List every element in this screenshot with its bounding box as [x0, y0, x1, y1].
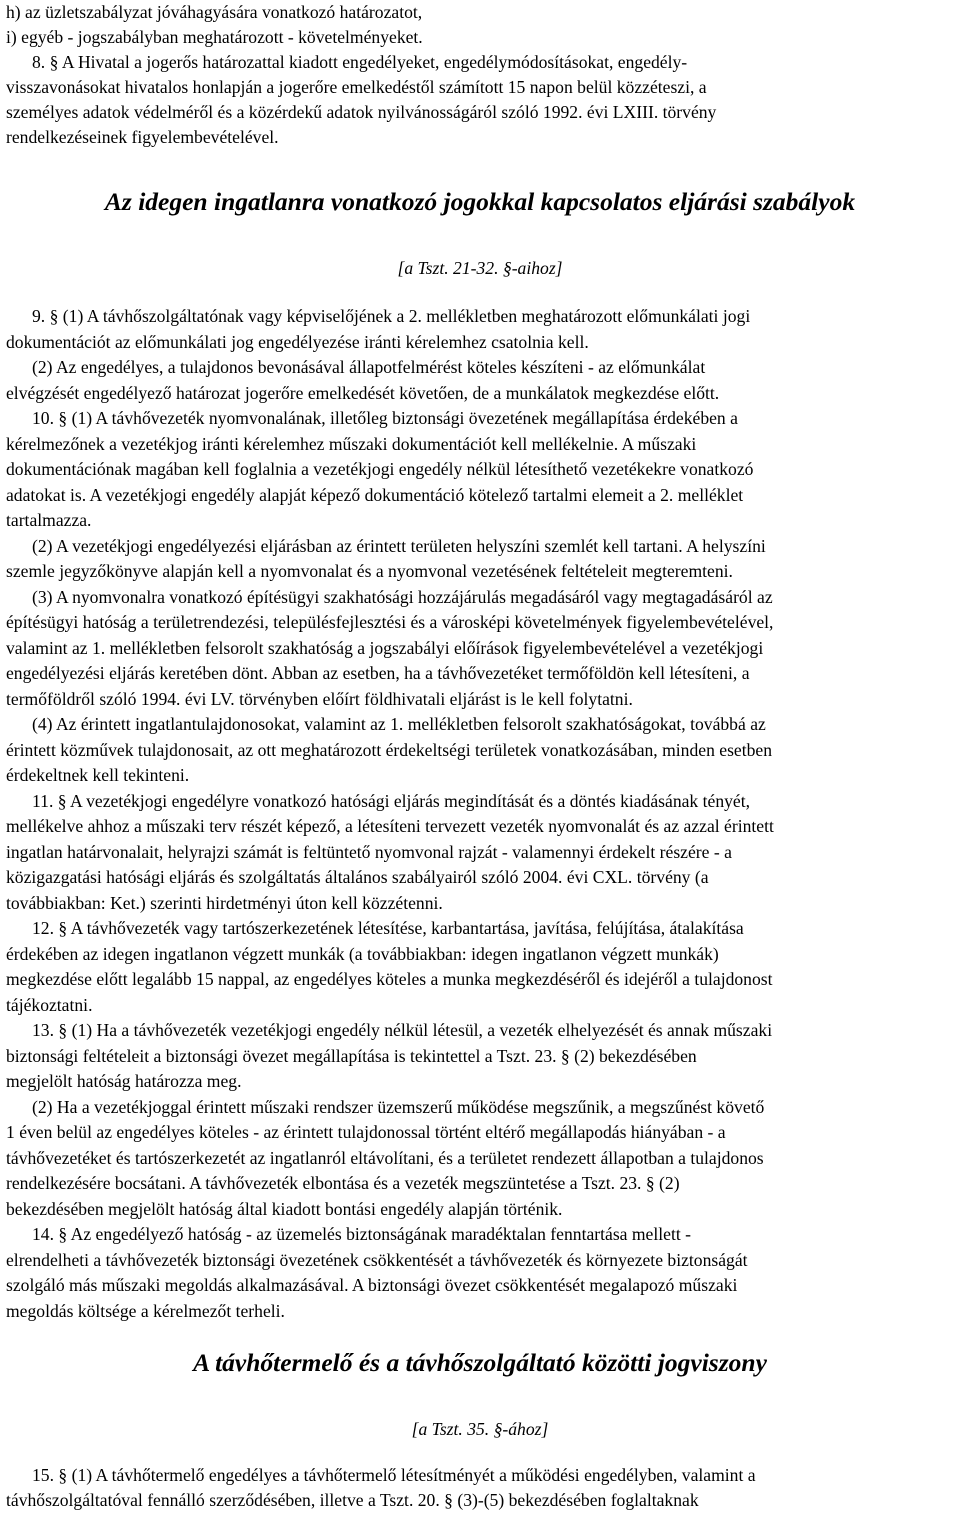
text-line: 13. § (1) Ha a távhővezeték vezetékjogi engedély nélkül létesül, a vezeték elhelyezését és annak műszaki — [32, 1020, 773, 1040]
text-line: rendelkezésére bocsátani. A távhővezeték elbontása és a vezeték megszüntetése a Tszt. 23. § (2) — [6, 1173, 680, 1193]
text-line: 14. § Az engedélyező hatóság - az üzemelés biztonságának maradéktalan fenntartása mellett - — [32, 1224, 691, 1244]
section-heading: Az idegen ingatlanra vonatkozó jogokkal kapcsolatos eljárási szabályok — [104, 187, 856, 216]
text-line: érdekeltnek kell tekinteni. — [6, 765, 190, 785]
text-line: h) az üzletszabályzat jóváhagyására vonatkozó határozatot, — [6, 2, 423, 22]
text-line: 12. § A távhővezeték vagy tartószerkezetének létesítése, karbantartása, javítása, felújítása, átalakítása — [32, 918, 744, 938]
section-reference: [a Tszt. 21-32. §-aihoz] — [397, 258, 563, 278]
text-line: biztonsági feltételeit a biztonsági övezet megállapítása is tekintettel a Tszt. 23. § (2) bekezdésében — [6, 1045, 697, 1066]
text-line: elvégzését engedélyező határozat jogerőre emelkedését követően, de a munkálatok megkezdése előtt. — [6, 382, 720, 403]
text-line: dokumentációnak magában kell foglalnia a vezetékjogi engedély nélkül létesíthető vezetékekre vonatkozó — [6, 459, 754, 479]
text-line: 10. § (1) A távhővezeték nyomvonalának, illetőleg biztonsági övezetének megállapítása érdekében a — [32, 408, 738, 428]
text-line: 15. § (1) A távhőtermelő engedélyes a távhőtermelő létesítményét a működési engedélyben, valamint a — [32, 1465, 756, 1485]
text-line: dokumentációt az előmunkálati jog engedélyezése iránti kérelemhez csatolnia kell. — [6, 331, 589, 352]
text-line: érdekében az idegen ingatlanon végzett munkák (a továbbiakban: idegen ingatlanon végzett munkák) — [6, 943, 719, 964]
text-line: megoldás költsége a kérelmezőt terheli. — [6, 1300, 285, 1321]
text-line: ingatlan határvonalait, helyrajzi számát is feltüntető nyomvonal rajzát - valamennyi érdekelt részére - a — [6, 841, 732, 862]
text-line: tájékoztatni. — [6, 994, 93, 1015]
text-line: valamint az 1. mellékletben felsorolt szakhatóság a jogszabályi előírások figyelembevételével a vezetékjogi — [6, 637, 764, 658]
text-line: tartalmazza. — [6, 510, 92, 530]
text-line: (2) A vezetékjogi engedélyezési eljárásban az érintett területen helyszíni szemlét kell tartani. A helyszíni — [32, 535, 766, 556]
text-line: termőföldről szóló 1994. évi LV. törvényben előírt földhivatali eljárást is le kell folytatni. — [6, 688, 633, 709]
text-line: közigazgatási hatósági eljárás és szolgáltatás általános szabályairól szóló 2004. évi CXL. törvény (a — [6, 867, 709, 887]
text-line: engedélyezési eljárás keretében dönt. Abban az esetben, ha a távhővezetéket termőföldön kell létesíteni, a — [6, 663, 750, 683]
text-line: visszavonásokat hivatalos honlapján a jogerőre emelkedéstől számított 15 napon belül közzéteszi, a — [6, 77, 707, 97]
text-line: 9. § (1) A távhőszolgáltatónak vagy képviselőjének a 2. mellékletben meghatározott előmunkálati jogi — [32, 306, 751, 326]
text-line: megkezdése előtt legalább 15 nappal, az engedélyes köteles a munka megkezdéséről és idejéről a tulajdonost — [6, 969, 773, 989]
text-line: i) egyéb - jogszabályban meghatározott - követelményeket. — [6, 27, 423, 47]
text-line: szolgáló más műszaki megoldás alkalmazásával. A biztonsági övezet csökkentését megalapozó műszaki — [6, 1275, 738, 1295]
text-line: távhővezetéket és tartószerkezetét az ingatlanról eltávolítani, és a területet rendezett állapotban a tulajdonos — [6, 1147, 764, 1168]
text-line: (2) Az engedélyes, a tulajdonos bevonásával állapotfelmérést köteles készíteni - az előmunkálat — [32, 357, 706, 377]
text-line: adatokat is. A vezetékjogi engedély alapját képező dokumentáció kötelező tartalmi elemeit a 2. melléklet — [6, 484, 744, 505]
text-line: megjelölt hatóság határozza meg. — [6, 1071, 242, 1091]
text-line: távhőszolgáltatóval fennálló szerződésében, illetve a Tszt. 20. § (3)-(5) bekezdésében foglaltaknak — [6, 1490, 699, 1510]
text-line: elrendelheti a távhővezeték biztonsági övezetének csökkentését a távhővezeték és környezete biztonságát — [6, 1249, 748, 1270]
text-line: 11. § A vezetékjogi engedélyre vonatkozó hatósági eljárás megindítását és a döntés kiadásának tényét, — [32, 790, 751, 811]
text-line: érintett közművek tulajdonosait, az ott meghatározott érdekeltségi területek vonatkozásában, minden esetben — [6, 739, 773, 760]
section-heading: A távhőtermelő és a távhőszolgáltató közötti jogviszony — [193, 1348, 767, 1377]
text-line: személyes adatok védelméről és a közérdekű adatok nyilvánosságáról szóló 1992. évi LXIII. törvény — [6, 102, 717, 122]
text-line: szemle jegyzőkönyve alapján kell a nyomvonalat és a nyomvonal vezetésének feltételeit megteremteni. — [6, 561, 733, 581]
text-line: 1 éven belül az engedélyes köteles - az érintett tulajdonossal történt eltérő megállapodás hiányában - a — [6, 1122, 726, 1142]
text-line: mellékelve ahhoz a műszaki terv részét képező, a létesíteni tervezett vezeték nyomvonalát és az azzal érintett — [6, 816, 774, 836]
text-line: kérelmezőnek a vezetékjog iránti kérelemhez műszaki dokumentációt kell mellékelnie. A műszaki — [6, 433, 697, 454]
text-line: (3) A nyomvonalra vonatkozó építésügyi szakhatósági hozzájárulás megadásáról vagy megtagadásáról az — [32, 586, 773, 607]
text-line: (4) Az érintett ingatlantulajdonosokat, valamint az 1. mellékletben felsorolt szakhatóságokat, továbbá az — [32, 714, 766, 734]
text-line: építésügyi hatóság a területrendezési, településfejlesztési és a városképi követelmények figyelembevételével, — [6, 612, 774, 632]
text-line: rendelkezéseinek figyelembevételével. — [6, 127, 279, 147]
text-line: továbbiakban: Ket.) szerinti hirdetményi úton kell közzétenni. — [6, 892, 443, 913]
text-line: bekezdésében megjelölt hatóság által kiadott bontási engedély alapján történik. — [6, 1198, 563, 1219]
text-line: 8. § A Hivatal a jogerős határozattal kiadott engedélyeket, engedélymódosításokat, engedély- — [32, 52, 688, 72]
section-reference: [a Tszt. 35. §-ához] — [411, 1419, 549, 1439]
text-line: (2) Ha a vezetékjoggal érintett műszaki rendszer üzemszerű működése megszűnik, a megszűnést követő — [32, 1096, 765, 1117]
